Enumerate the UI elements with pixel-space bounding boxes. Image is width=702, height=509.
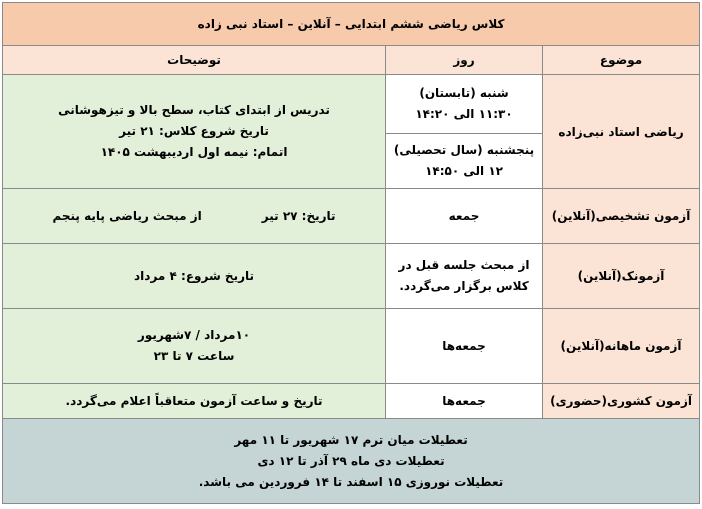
row-day: جمعه [386, 189, 543, 244]
row-subject: ریاضی استاد نبی‌زاده [543, 75, 700, 189]
row-day: جمعه‌ها [386, 309, 543, 384]
row-day: جمعه‌ها [386, 384, 543, 419]
row-description: تاریخ و ساعت آزمون متعاقباً اعلام می‌گردد. [3, 384, 386, 419]
table-title: کلاس ریاضی ششم ابتدایی – آنلاین – استاد نبی زاده [3, 3, 700, 46]
table-row [3, 309, 700, 384]
day-text: کلاس برگزار می‌گردد. [399, 279, 529, 293]
day-text: پنجشنبه (سال تحصیلی) [393, 143, 535, 157]
title-row [3, 3, 700, 46]
row-description [3, 189, 386, 244]
holiday-line: تعطیلات دی ماه ۲۹ آذر تا ۱۲ دی [257, 453, 445, 468]
day-text: ۱۱:۳۰ الی ۱۴:۲۰ [415, 107, 513, 121]
header-row [3, 46, 700, 75]
description-text: ۱۰مرداد / ۷شهریور [137, 328, 251, 342]
table-row [3, 189, 700, 244]
holiday-line: تعطیلات نوروزی ۱۵ اسفند تا ۱۴ فروردین می باشد. [198, 474, 504, 489]
schedule-table [2, 2, 700, 504]
row-subject: آزمون کشوری(حضوری) [543, 384, 700, 419]
day-text: شنبه (تابستان) [419, 86, 509, 100]
header-subject: موضوع [543, 46, 700, 75]
table-row [3, 75, 700, 134]
description-text: تاریخ شروع کلاس: ۲۱ تیر [119, 124, 269, 138]
row-subject: آزمون تشخیصی(آنلاین) [543, 189, 700, 244]
row-day [386, 134, 543, 189]
description-text: تدریس از ابتدای کتاب، سطح بالا و تیزهوشانی [58, 103, 330, 117]
row-day [386, 75, 543, 134]
header-day: روز [386, 46, 543, 75]
row-description [3, 309, 386, 384]
footer-row [3, 419, 700, 504]
schedule-document [2, 2, 699, 506]
holiday-line: تعطیلات میان ترم ۱۷ شهریور تا ۱۱ مهر [234, 432, 468, 447]
description-text: تاریخ: ۲۷ تیر [261, 209, 336, 223]
header-description: توضیحات [3, 46, 386, 75]
day-text: ۱۲ الی ۱۴:۵۰ [425, 164, 503, 178]
row-description: تاریخ شروع: ۴ مرداد [3, 244, 386, 309]
row-subject: آزمون ماهانه(آنلاین) [543, 309, 700, 384]
row-subject: آزمونک(آنلاین) [543, 244, 700, 309]
holidays-note [3, 419, 700, 504]
description-text: از مبحث ریاضی پایه پنجم [52, 209, 202, 223]
row-day [386, 244, 543, 309]
table-row [3, 384, 700, 419]
day-text: از مبحث جلسه قبل در [398, 258, 530, 272]
row-description [3, 75, 386, 189]
description-text: اتمام: نیمه اول اردیبهشت ۱۴۰۵ [100, 145, 288, 159]
table-row [3, 244, 700, 309]
description-text: ساعت ۷ تا ۲۳ [153, 349, 235, 363]
